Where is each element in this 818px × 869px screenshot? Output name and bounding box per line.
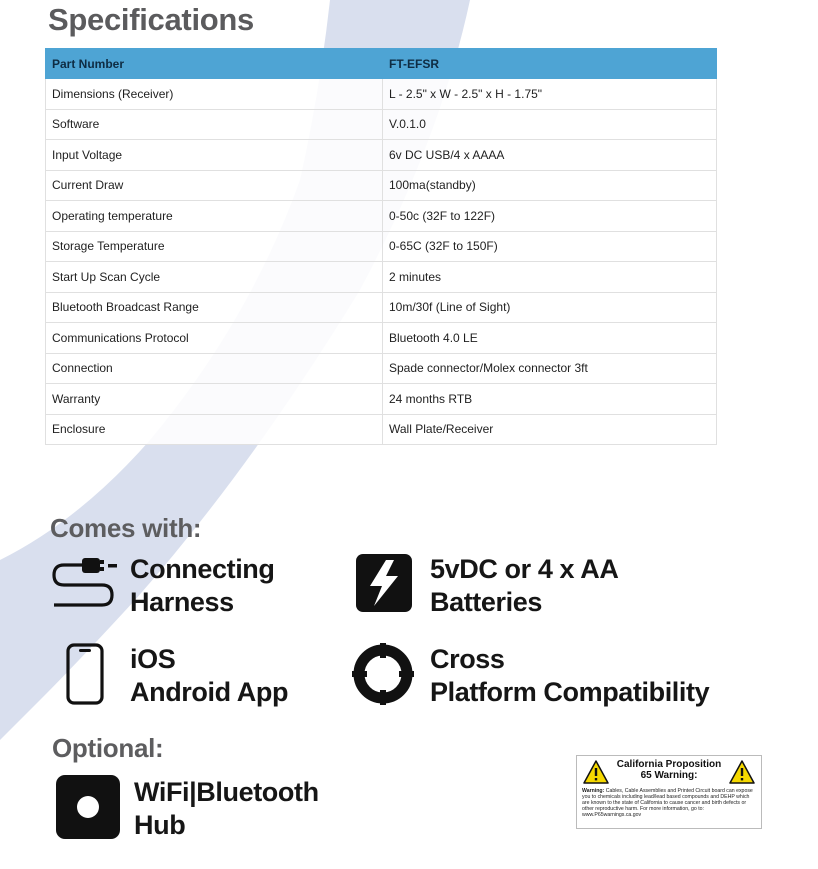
- table-row: [46, 79, 717, 110]
- warning-label: Warning:: [582, 788, 605, 794]
- spec-value-cell: 0-65C (32F to 150F): [383, 231, 717, 262]
- feature-hub: [134, 776, 319, 842]
- spec-value-cell: 2 minutes: [383, 262, 717, 293]
- spec-label-cell: Software: [46, 109, 383, 140]
- header-cell: FT-EFSR: [383, 49, 717, 79]
- feature-line: Hub: [134, 810, 186, 840]
- spec-label-cell: Dimensions (Receiver): [46, 79, 383, 110]
- warning-title-line: California Proposition: [616, 759, 722, 770]
- spec-value-cell: 24 months RTB: [383, 384, 717, 415]
- spec-label-cell: Operating temperature: [46, 201, 383, 232]
- header-cell: Part Number: [46, 49, 383, 79]
- feature-line: Connecting: [130, 554, 275, 584]
- table-row: [46, 292, 717, 323]
- spec-label-cell: Communications Protocol: [46, 323, 383, 354]
- phone-icon: [66, 643, 104, 705]
- spec-value-cell: 0-50c (32F to 122F): [383, 201, 717, 232]
- warning-title-line: 65 Warning:: [640, 770, 698, 781]
- hub-icon: [56, 775, 120, 839]
- feature-line: 5vDC or 4 x AA: [430, 554, 619, 584]
- table-header-row: [46, 49, 717, 79]
- cable-icon: [50, 553, 122, 615]
- crosshair-icon: [352, 643, 414, 705]
- spec-value-cell: 6v DC USB/4 x AAAA: [383, 140, 717, 171]
- table-row: [46, 323, 717, 354]
- feature-line: Cross: [430, 644, 505, 674]
- spec-value-cell: L - 2.5" x W - 2.5" x H - 1.75": [383, 79, 717, 110]
- feature-cross-platform: [430, 643, 709, 709]
- spec-label-cell: Start Up Scan Cycle: [46, 262, 383, 293]
- table-row: [46, 140, 717, 171]
- spec-label-cell: Connection: [46, 353, 383, 384]
- spec-label-cell: Storage Temperature: [46, 231, 383, 262]
- spec-label-cell: Input Voltage: [46, 140, 383, 171]
- spec-value-cell: Bluetooth 4.0 LE: [383, 323, 717, 354]
- spec-label-cell: Warranty: [46, 384, 383, 415]
- table-row: [46, 353, 717, 384]
- table-row: [46, 201, 717, 232]
- table-row: [46, 231, 717, 262]
- table-row: [46, 262, 717, 293]
- feature-line: Harness: [130, 587, 234, 617]
- table-row: [46, 170, 717, 201]
- warning-title: [577, 759, 761, 781]
- spec-value-cell: 10m/30f (Line of Sight): [383, 292, 717, 323]
- feature-line: Platform Compatibility: [430, 677, 710, 707]
- specifications-table: [45, 48, 717, 445]
- warning-text: Cables, Cable Assemblies and Printed Circuit board can expose you to chemicals including lead/lead based compounds and DEHP which are known to the state of California to cause cancer and birth defects or other reproductive harm. For more information, go to: www.P65warnings.ca.gov: [582, 788, 753, 818]
- prop65-warning-label: [576, 755, 762, 829]
- table-row: [46, 384, 717, 415]
- comes-with-heading: Comes with:: [50, 513, 202, 543]
- spec-value-cell: Spade connector/Molex connector 3ft: [383, 353, 717, 384]
- feature-line: Android App: [130, 677, 289, 707]
- lightning-icon: [356, 554, 412, 612]
- spec-value-cell: V.0.1.0: [383, 109, 717, 140]
- spec-label-cell: Current Draw: [46, 170, 383, 201]
- feature-app: [130, 643, 288, 709]
- optional-heading: Optional:: [52, 733, 164, 763]
- spec-value-cell: Wall Plate/Receiver: [383, 414, 717, 445]
- spec-label-cell: Bluetooth Broadcast Range: [46, 292, 383, 323]
- feature-batteries: [430, 553, 618, 619]
- feature-line: WiFi|Bluetooth: [134, 777, 319, 807]
- spec-value-cell: 100ma(standby): [383, 170, 717, 201]
- page-title: Specifications: [48, 2, 254, 37]
- spec-label-cell: Enclosure: [46, 414, 383, 445]
- table-row: [46, 109, 717, 140]
- feature-connecting-harness: [130, 553, 275, 619]
- feature-line: iOS: [130, 644, 176, 674]
- table-row: [46, 414, 717, 445]
- warning-body: [582, 788, 756, 818]
- feature-line: Batteries: [430, 587, 542, 617]
